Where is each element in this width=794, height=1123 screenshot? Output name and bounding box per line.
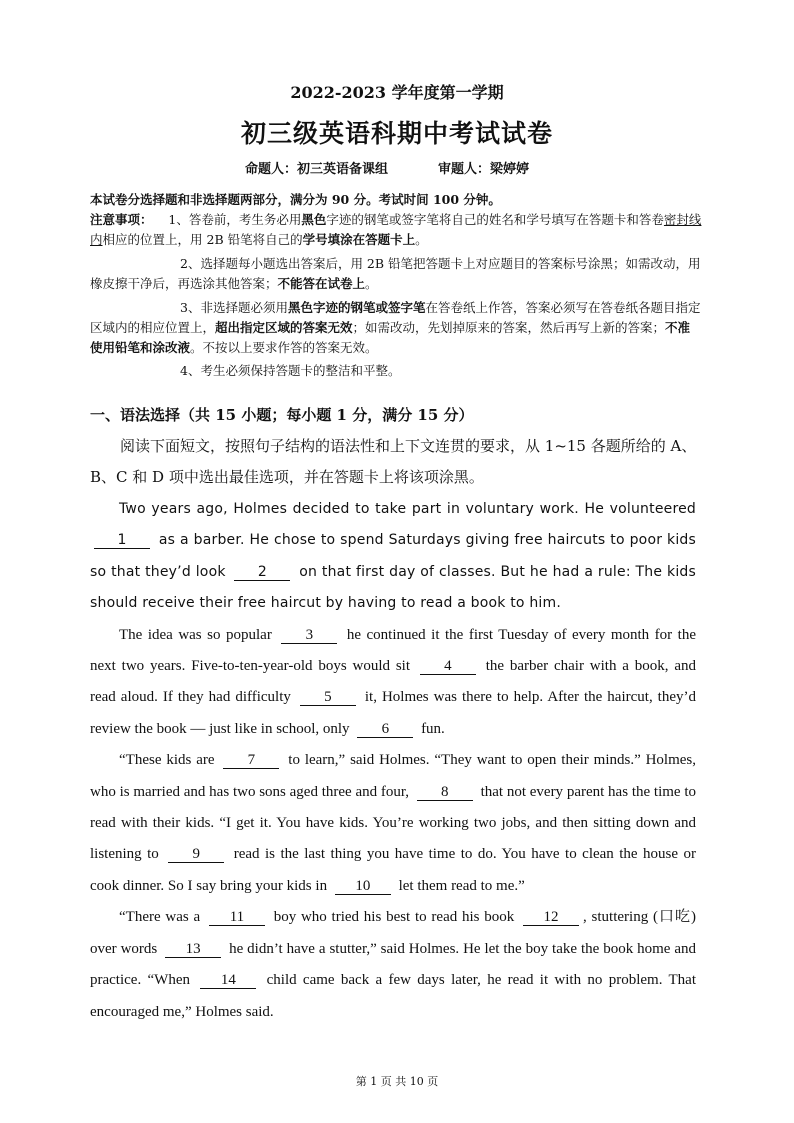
- notice-label: 注意事项：: [90, 212, 153, 227]
- instruction-item-4: [90, 361, 702, 381]
- item3-text: 3、非选择题必须用: [180, 300, 288, 315]
- paragraph-4: “There was a 11 boy who tried his best to read his book 12 , stuttering (口吃) over words 13 he didn’t have a stutter,” said Holmes. He let the boy take the book home and practice. “When 14 child came back a few days later, he read it with no problem. That encouraged me,” Holmes said.: [90, 909, 697, 1020]
- blank-13: 13: [165, 941, 221, 958]
- item3-text: ；如需改动，先划掉原来的答案，然后再写上新的答案；: [352, 320, 666, 335]
- item4-text: 4、考生必须保持答题卡的整洁和平整。: [180, 363, 401, 378]
- blank-4: 4: [420, 658, 476, 675]
- page-footer: 第 1 页 共 10 页: [355, 1075, 439, 1088]
- item1-text: 字迹的钢笔或签字笔将自己的姓名和学号填写在答题卡和答卷: [326, 212, 664, 227]
- item1-bold: 黑色: [301, 212, 327, 227]
- item2-bold: 不能答在试卷上: [277, 276, 366, 291]
- exam-title: 初三级英语科期中考试试卷: [240, 119, 553, 148]
- blank-14: 14: [200, 972, 256, 989]
- blank-8: 8: [417, 784, 473, 801]
- section-intro: 阅读下面短文，按照句子结构的语法性和上下文连贯的要求，从 1~15 各题所给的 A、B、C 和 D 项中选出最佳选项，并在答题卡上将该项涂黑。: [90, 437, 697, 486]
- instruction-summary: [90, 190, 702, 210]
- blank-3: 3: [281, 627, 337, 644]
- blank-1: 1: [94, 532, 150, 549]
- section-heading: 一、语法选择（共 15 小题；每小题 1 分，满分 15 分）: [90, 406, 474, 424]
- reviewer: 审题人：梁婷婷: [438, 162, 530, 177]
- item2-text: 。: [365, 276, 378, 291]
- blank-7: 7: [223, 752, 279, 769]
- setter: 命题人：初三英语备课组: [245, 162, 389, 177]
- item3-bold: 不准使用铅笔和涂改液: [90, 320, 691, 355]
- item1-bold: 学号填涂在答题卡上: [302, 232, 416, 247]
- blank-12: 12: [523, 909, 579, 926]
- item1-text: 。: [415, 232, 428, 247]
- instruction-item-1: [90, 210, 702, 250]
- reading-passage: [90, 494, 696, 1028]
- item3-bold: 黑色字迹的钢笔或签字笔: [287, 300, 426, 315]
- item3-text: 。不按以上要求作答的答案无效。: [190, 340, 378, 355]
- item3-text: 在答卷纸上作答，答案必须写在答卷纸各题目指定区域内的相应位置上，: [90, 300, 701, 335]
- paragraph-2: The idea was so popular 3 he continued it the first Tuesday of every month for the next two years. Five-to-ten-year-old boys would sit 4 the barber chair with a book, and read aloud. If they had difficulty 5 it, Holmes was there to help. After the haircut, they’d review the book — just like in school, only 6 fun.: [90, 626, 697, 737]
- blank-6: 6: [357, 721, 413, 738]
- blank-11: 11: [209, 909, 265, 926]
- paragraph-3: “These kids are 7 to learn,” said Holmes. “They want to open their minds.” Holmes, who is married and has two sons aged three and four, 8 that not every parent has the time to read with their kids. “I get it. You have kids. You’re working two jobs, and then sitting down and listening to 9 read is the last thing you have time to do. You have to clean the house or cook dinner. So I say bring your kids in 10 let them read to me.”: [90, 752, 697, 894]
- instruction-item-3: [90, 298, 702, 358]
- blank-2: 2: [234, 564, 290, 581]
- paragraph-1: Two years ago, Holmes decided to take part in voluntary work. He volunteered 1 as a barber. He chose to spend Saturdays giving free haircuts to poor kids so that they’d look 2 on that first day of classes. But he had a rule: The kids should receive their free haircut by having to read a book to him.: [90, 501, 697, 612]
- year-term-heading: 2022-2023 学年度第一学期: [290, 83, 504, 102]
- item1-text: 相应的位置上，用 2B 铅笔将自己的: [102, 232, 303, 247]
- summary-text: 本试卷分选择题和非选择题两部分，满分为 90 分。考试时间 100 分钟。: [90, 192, 501, 207]
- blank-5: 5: [300, 689, 356, 706]
- authors-line: [245, 158, 529, 177]
- item3-bold: 超出指定区域的答案无效: [215, 320, 353, 335]
- blank-10: 10: [335, 878, 391, 895]
- instruction-item-2: [90, 254, 702, 294]
- item2-text: 2、选择题每小题选出答案后，用 2B 铅笔把答题卡上对应题目的答案标号涂黑；如需改动，用橡皮擦干净后，再选涂其他答案；: [90, 256, 701, 291]
- item1-underline: 密封线内: [90, 212, 702, 247]
- blank-9: 9: [168, 846, 224, 863]
- item1-text: 1、答卷前，考生务必用: [168, 212, 302, 227]
